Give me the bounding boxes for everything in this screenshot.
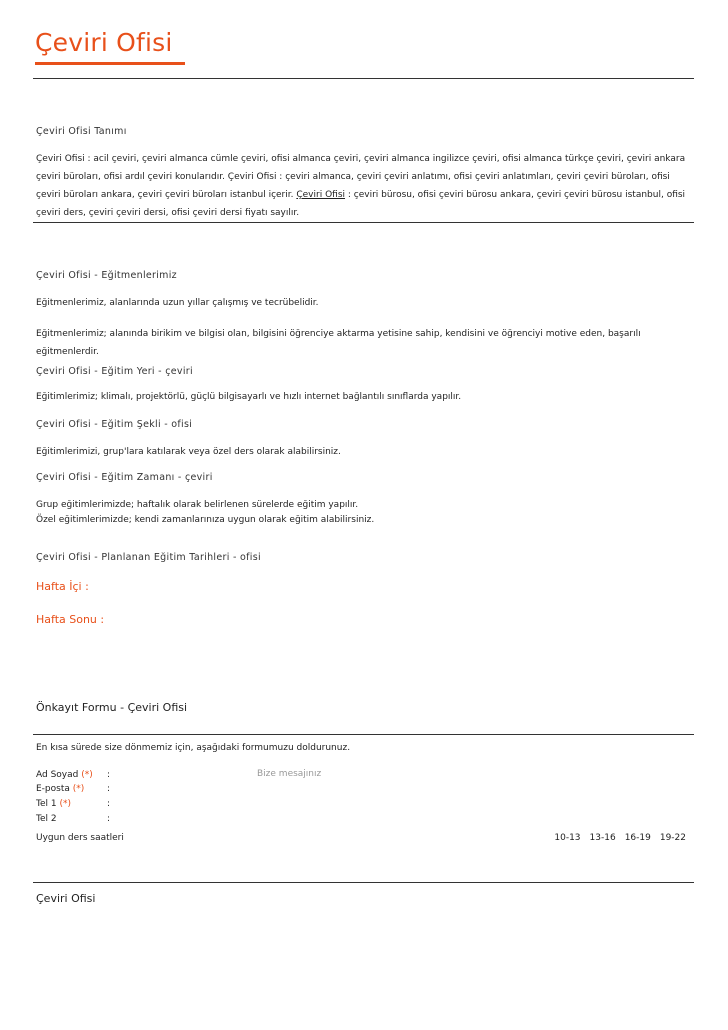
divider: [33, 222, 694, 223]
trainers-paragraph-2: Eğitmenlerimiz; alanında birikim ve bilgisi olan, bilgisini öğrenciye aktarma yetisine sahip, kendisini ve öğrenciyi motive eden, başarılı eğitmenlerdir.: [36, 329, 641, 357]
divider: [33, 882, 694, 883]
required-marker: (*): [81, 770, 93, 780]
time-heading: Çeviri Ofisi - Eğitim Zamanı - çeviri: [36, 472, 213, 483]
intro-link[interactable]: Çeviri Ofisi: [296, 190, 346, 200]
name-input[interactable]: :: [107, 770, 111, 780]
hours-options: [554, 833, 686, 843]
required-marker: (*): [59, 799, 71, 809]
intro-text-after: : çeviri bürosu, ofisi çeviri bürosu ankara, çeviri çeviri bürosu istanbul, ofisi çeviri ders, çeviri çeviri dersi, ofisi çeviri dersi fiyatı sayılır.: [36, 190, 686, 218]
form-title: Önkayıt Formu - Çeviri Ofisi: [36, 701, 188, 714]
time-line-2: Özel eğitimlerimizde; kendi zamanlarınıza uygun olarak eğitim alabilirsiniz.: [36, 515, 375, 525]
form-instructions: En kısa sürede size dönmemiz için, aşağıdaki formumuzu doldurunuz.: [36, 743, 351, 753]
tel1-input[interactable]: :: [107, 799, 111, 809]
intro-paragraph: [36, 150, 691, 222]
weekend-label: Hafta Sonu :: [36, 613, 105, 626]
field-label-name: Ad Soyad (*): [36, 770, 93, 780]
footer-text: Çeviri Ofisi: [36, 892, 96, 905]
hour-option-16-19[interactable]: 16-19: [624, 833, 651, 843]
tel2-input[interactable]: :: [107, 814, 111, 824]
title-underline: [35, 62, 185, 65]
hour-option-13-16[interactable]: 13-16: [589, 833, 616, 843]
format-text: Eğitimlerimizi, grup'lara katılarak veya özel ders olarak alabilirsiniz.: [36, 447, 341, 457]
place-text: Eğitimlerimiz; klimalı, projektörlü, güçlü bilgisayarlı ve hızlı internet bağlantılı sınıflarda yapılır.: [36, 392, 462, 402]
required-marker: (*): [72, 784, 85, 794]
intro-heading: Çeviri Ofisi Tanımı: [36, 126, 127, 137]
hours-label: Uygun ders saatleri: [36, 833, 124, 843]
format-heading: Çeviri Ofisi - Eğitim Şekli - ofisi: [36, 419, 193, 430]
trainers-paragraph-1: Eğitmenlerimiz, alanlarında uzun yıllar çalışmış ve tecrübelidir.: [36, 298, 319, 308]
page-title: Çeviri Ofisi: [35, 28, 173, 57]
field-label-email: E-posta (*): [36, 784, 85, 794]
trainers-heading: Çeviri Ofisi - Eğitmenlerimiz: [36, 270, 177, 281]
intro-text-before: Çeviri Ofisi : acil çeviri, çeviri almanca cümle çeviri, ofisi almanca çeviri, çeviri almanca ingilizce çeviri, ofisi almanca türkçe çeviri, çeviri ankara çeviri büroları, ofisi ardıl çeviri konularıdır. Çeviri Ofisi : çeviri almanca, çeviri çeviri anlatımı, ofisi çeviri anlatımları, çeviri çeviri büroları, ofisi çeviri büroları ankara, çeviri çeviri büroları istanbul içerir.: [36, 154, 686, 200]
field-label-tel1: Tel 1 (*): [36, 799, 71, 809]
hour-option-19-22[interactable]: 19-22: [659, 833, 686, 843]
place-heading: Çeviri Ofisi - Eğitim Yeri - çeviri: [36, 366, 193, 377]
divider: [33, 734, 694, 735]
message-textarea[interactable]: Bize mesajınız: [257, 769, 322, 779]
weekday-label: Hafta İçi :: [36, 580, 89, 593]
schedule-heading: Çeviri Ofisi - Planlanan Eğitim Tarihleri - ofisi: [36, 552, 261, 563]
time-line-1: Grup eğitimlerimizde; haftalık olarak belirlenen sürelerde eğitim yapılır.: [36, 500, 359, 510]
email-input[interactable]: :: [107, 784, 111, 794]
divider: [33, 78, 694, 79]
field-label-tel2: Tel 2: [36, 814, 57, 824]
hour-option-10-13[interactable]: 10-13: [554, 833, 581, 843]
